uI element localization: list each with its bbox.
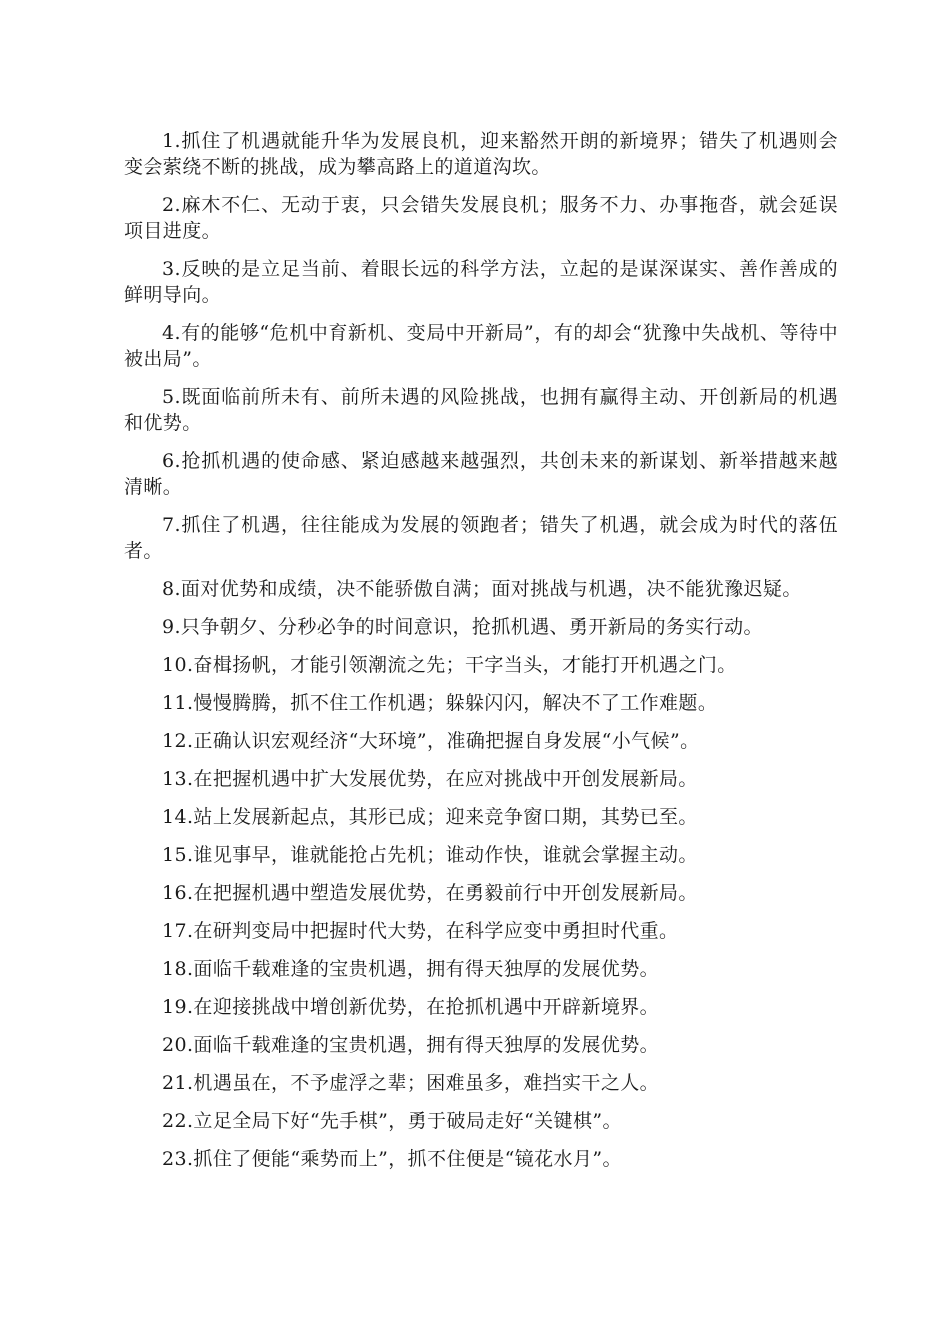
list-item: 21.机遇虽在，不予虚浮之辈；困难虽多，难挡实干之人。 <box>162 1072 660 1094</box>
list-item: 6.抢抓机遇的使命感、紧迫感越来越强烈，共创未来的新谋划、新举措越来越清晰。 <box>124 450 838 498</box>
list-item: 17.在研判变局中把握时代大势，在科学应变中勇担时代重。 <box>162 920 679 942</box>
list-item: 4.有的能够“危机中育新机、变局中开新局”，有的却会“犹豫中失战机、等待中被出局”。 <box>124 322 838 370</box>
list-item: 20.面临千载难逢的宝贵机遇，拥有得天独厚的发展优势。 <box>162 1034 660 1056</box>
list-item: 2.麻木不仁、无动于衷，只会错失发展良机；服务不力、办事拖沓，就会延误项目进度。 <box>124 194 838 242</box>
list-item: 10.奋楫扬帆，才能引领潮流之先；干字当头，才能打开机遇之门。 <box>162 654 737 676</box>
list-item: 1.抓住了机遇就能升华为发展良机，迎来豁然开朗的新境界；错失了机遇则会变会萦绕不断的挑战，成为攀高路上的道道沟坎。 <box>124 130 838 178</box>
list-item: 22.立足全局下好“先手棋”，勇于破局走好“关键棋”。 <box>162 1110 622 1132</box>
document-body <box>124 128 838 1184</box>
list-item: 14.站上发展新起点，其形已成；迎来竞争窗口期，其势已至。 <box>162 806 698 828</box>
list-item: 11.慢慢腾腾，抓不住工作机遇；躲躲闪闪，解决不了工作难题。 <box>162 692 718 714</box>
list-item: 9.只争朝夕、分秒必争的时间意识，抢抓机遇、勇开新局的务实行动。 <box>162 616 763 638</box>
list-item: 13.在把握机遇中扩大发展优势，在应对挑战中开创发展新局。 <box>162 768 698 790</box>
list-item: 15.谁见事早，谁就能抢占先机；谁动作快，谁就会掌握主动。 <box>162 844 698 866</box>
list-item: 23.抓住了便能“乘势而上”，抓不住便是“镜花水月”。 <box>162 1148 622 1170</box>
list-item: 3.反映的是立足当前、着眼长远的科学方法，立起的是谋深谋实、善作善成的鲜明导向。 <box>124 258 838 306</box>
list-item: 18.面临千载难逢的宝贵机遇，拥有得天独厚的发展优势。 <box>162 958 660 980</box>
list-item: 8.面对优势和成绩，决不能骄傲自满；面对挑战与机遇，决不能犹豫迟疑。 <box>162 578 802 600</box>
list-item: 5.既面临前所未有、前所未遇的风险挑战，也拥有赢得主动、开创新局的机遇和优势。 <box>124 386 838 434</box>
list-item: 12.正确认识宏观经济“大环境”，准确把握自身发展“小气候”。 <box>162 730 700 752</box>
list-item: 7.抓住了机遇，往往能成为发展的领跑者；错失了机遇，就会成为时代的落伍者。 <box>124 514 838 562</box>
list-item: 19.在迎接挑战中增创新优势，在抢抓机遇中开辟新境界。 <box>162 996 660 1018</box>
list-item: 16.在把握机遇中塑造发展优势，在勇毅前行中开创发展新局。 <box>162 882 698 904</box>
